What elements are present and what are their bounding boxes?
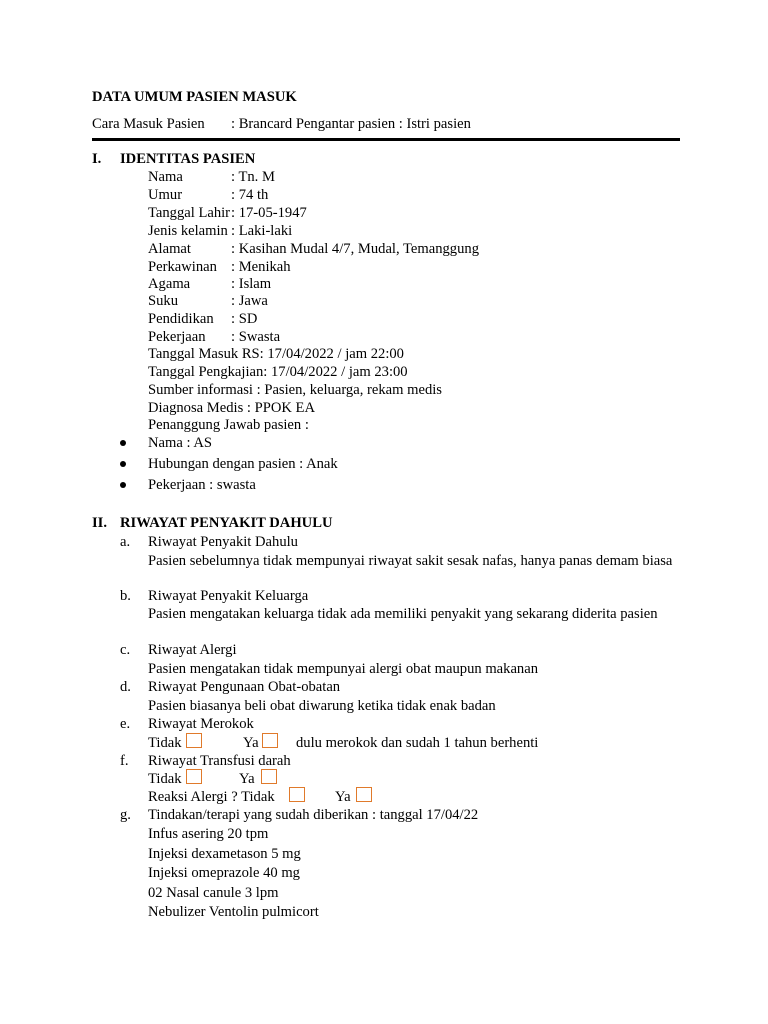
- field-value: : Laki-laki: [231, 223, 293, 239]
- allergy-reaction-label: Reaksi Alergi ? Tidak: [148, 789, 275, 805]
- section-2-title: RIWAYAT PENYAKIT DAHULU: [120, 515, 333, 531]
- field-label: Tanggal Lahir: [148, 205, 231, 221]
- field-value: : Swasta: [231, 329, 281, 345]
- smoking-no-checkbox[interactable]: [186, 733, 202, 748]
- family-history-title: Riwayat Penyakit Keluarga: [148, 588, 309, 604]
- admission-date: Tanggal Masuk RS: 17/04/2022 / jam 22:00: [148, 346, 404, 362]
- field-value: : 17-05-1947: [231, 205, 307, 221]
- section-2-number: II.: [92, 515, 108, 531]
- smoking-yes-checkbox[interactable]: [262, 733, 278, 748]
- medical-diagnosis: Diagnosa Medis : PPOK EA: [148, 400, 316, 416]
- transfusion-history-title: Riwayat Transfusi darah: [148, 753, 291, 769]
- field-label: Nama: [148, 169, 183, 185]
- bullet-icon: [120, 440, 126, 446]
- item-letter: e.: [120, 716, 131, 732]
- document-title: DATA UMUM PASIEN MASUK: [92, 89, 297, 105]
- field-label: Pendidikan: [148, 311, 214, 327]
- field-value: : SD: [231, 311, 258, 327]
- field-value: : Kasihan Mudal 4/7, Mudal, Temanggung: [231, 241, 479, 257]
- therapy-item: Injeksi omeprazole 40 mg: [148, 865, 300, 881]
- smoking-history-title: Riwayat Merokok: [148, 716, 254, 732]
- field-value: : Islam: [231, 276, 272, 292]
- therapy-item: Injeksi dexametason 5 mg: [148, 846, 301, 862]
- header-divider: [92, 138, 680, 141]
- therapy-item: Nebulizer Ventolin pulmicort: [148, 904, 319, 920]
- item-letter: f.: [120, 753, 129, 769]
- field-value: : Menikah: [231, 259, 291, 275]
- medication-history-text: Pasien biasanya beli obat diwarung ketika tidak enak badan: [148, 698, 496, 714]
- allergy-reaction-yes-label: Ya: [335, 789, 351, 805]
- field-label: Suku: [148, 293, 179, 309]
- family-history-text: Pasien mengatakan keluarga tidak ada memiliki penyakit yang sekarang diderita pasien: [148, 606, 658, 622]
- bullet-icon: [120, 461, 126, 467]
- medication-history-title: Riwayat Pengunaan Obat-obatan: [148, 679, 341, 695]
- past-illness-text: Pasien sebelumnya tidak mempunyai riwayat sakit sesak nafas, hanya panas demam biasa: [148, 553, 673, 569]
- smoking-yes-label: Ya: [243, 735, 259, 751]
- transfusion-yes-label: Ya: [239, 771, 255, 787]
- field-label: Perkawinan: [148, 259, 217, 275]
- therapy-item: Infus asering 20 tpm: [148, 826, 269, 842]
- allergy-history-text: Pasien mengatakan tidak mempunyai alergi obat maupun makanan: [148, 661, 538, 677]
- past-illness-title: Riwayat Penyakit Dahulu: [148, 534, 298, 550]
- field-label: Alamat: [148, 241, 191, 257]
- field-value: : Tn. M: [231, 169, 275, 185]
- item-letter: c.: [120, 642, 131, 658]
- transfusion-no-label: Tidak: [148, 771, 182, 787]
- guardian-relationship: Hubungan dengan pasien : Anak: [148, 456, 338, 472]
- smoking-note: dulu merokok dan sudah 1 tahun berhenti: [296, 735, 539, 751]
- transfusion-no-checkbox[interactable]: [186, 769, 202, 784]
- therapy-title: Tindakan/terapi yang sudah diberikan : tanggal 17/04/22: [148, 807, 479, 823]
- item-letter: a.: [120, 534, 131, 550]
- bullet-icon: [120, 482, 126, 488]
- item-letter: g.: [120, 807, 131, 823]
- field-value: : 74 th: [231, 187, 269, 203]
- assessment-date: Tanggal Pengkajian: 17/04/2022 / jam 23:00: [148, 364, 408, 380]
- allergy-history-title: Riwayat Alergi: [148, 642, 237, 658]
- field-label: Umur: [148, 187, 183, 203]
- guardian-occupation: Pekerjaan : swasta: [148, 477, 256, 493]
- smoking-no-label: Tidak: [148, 735, 182, 751]
- field-label: Agama: [148, 276, 191, 292]
- field-label: Jenis kelamin: [148, 223, 228, 239]
- information-source: Sumber informasi : Pasien, keluarga, rekam medis: [148, 382, 442, 398]
- field-value: : Jawa: [231, 293, 268, 309]
- item-letter: b.: [120, 588, 131, 604]
- allergy-reaction-no-checkbox[interactable]: [289, 787, 305, 802]
- guardian-heading: Penanggung Jawab pasien :: [148, 417, 309, 433]
- transfusion-yes-checkbox[interactable]: [261, 769, 277, 784]
- section-1-title: IDENTITAS PASIEN: [120, 151, 256, 167]
- field-label: Pekerjaan: [148, 329, 206, 345]
- section-1-number: I.: [92, 151, 102, 167]
- therapy-item: 02 Nasal canule 3 lpm: [148, 885, 279, 901]
- allergy-reaction-yes-checkbox[interactable]: [356, 787, 372, 802]
- guardian-name: Nama : AS: [148, 435, 213, 451]
- admission-label: Cara Masuk Pasien: [92, 116, 205, 132]
- admission-value: : Brancard Pengantar pasien : Istri pasien: [231, 116, 471, 132]
- item-letter: d.: [120, 679, 131, 695]
